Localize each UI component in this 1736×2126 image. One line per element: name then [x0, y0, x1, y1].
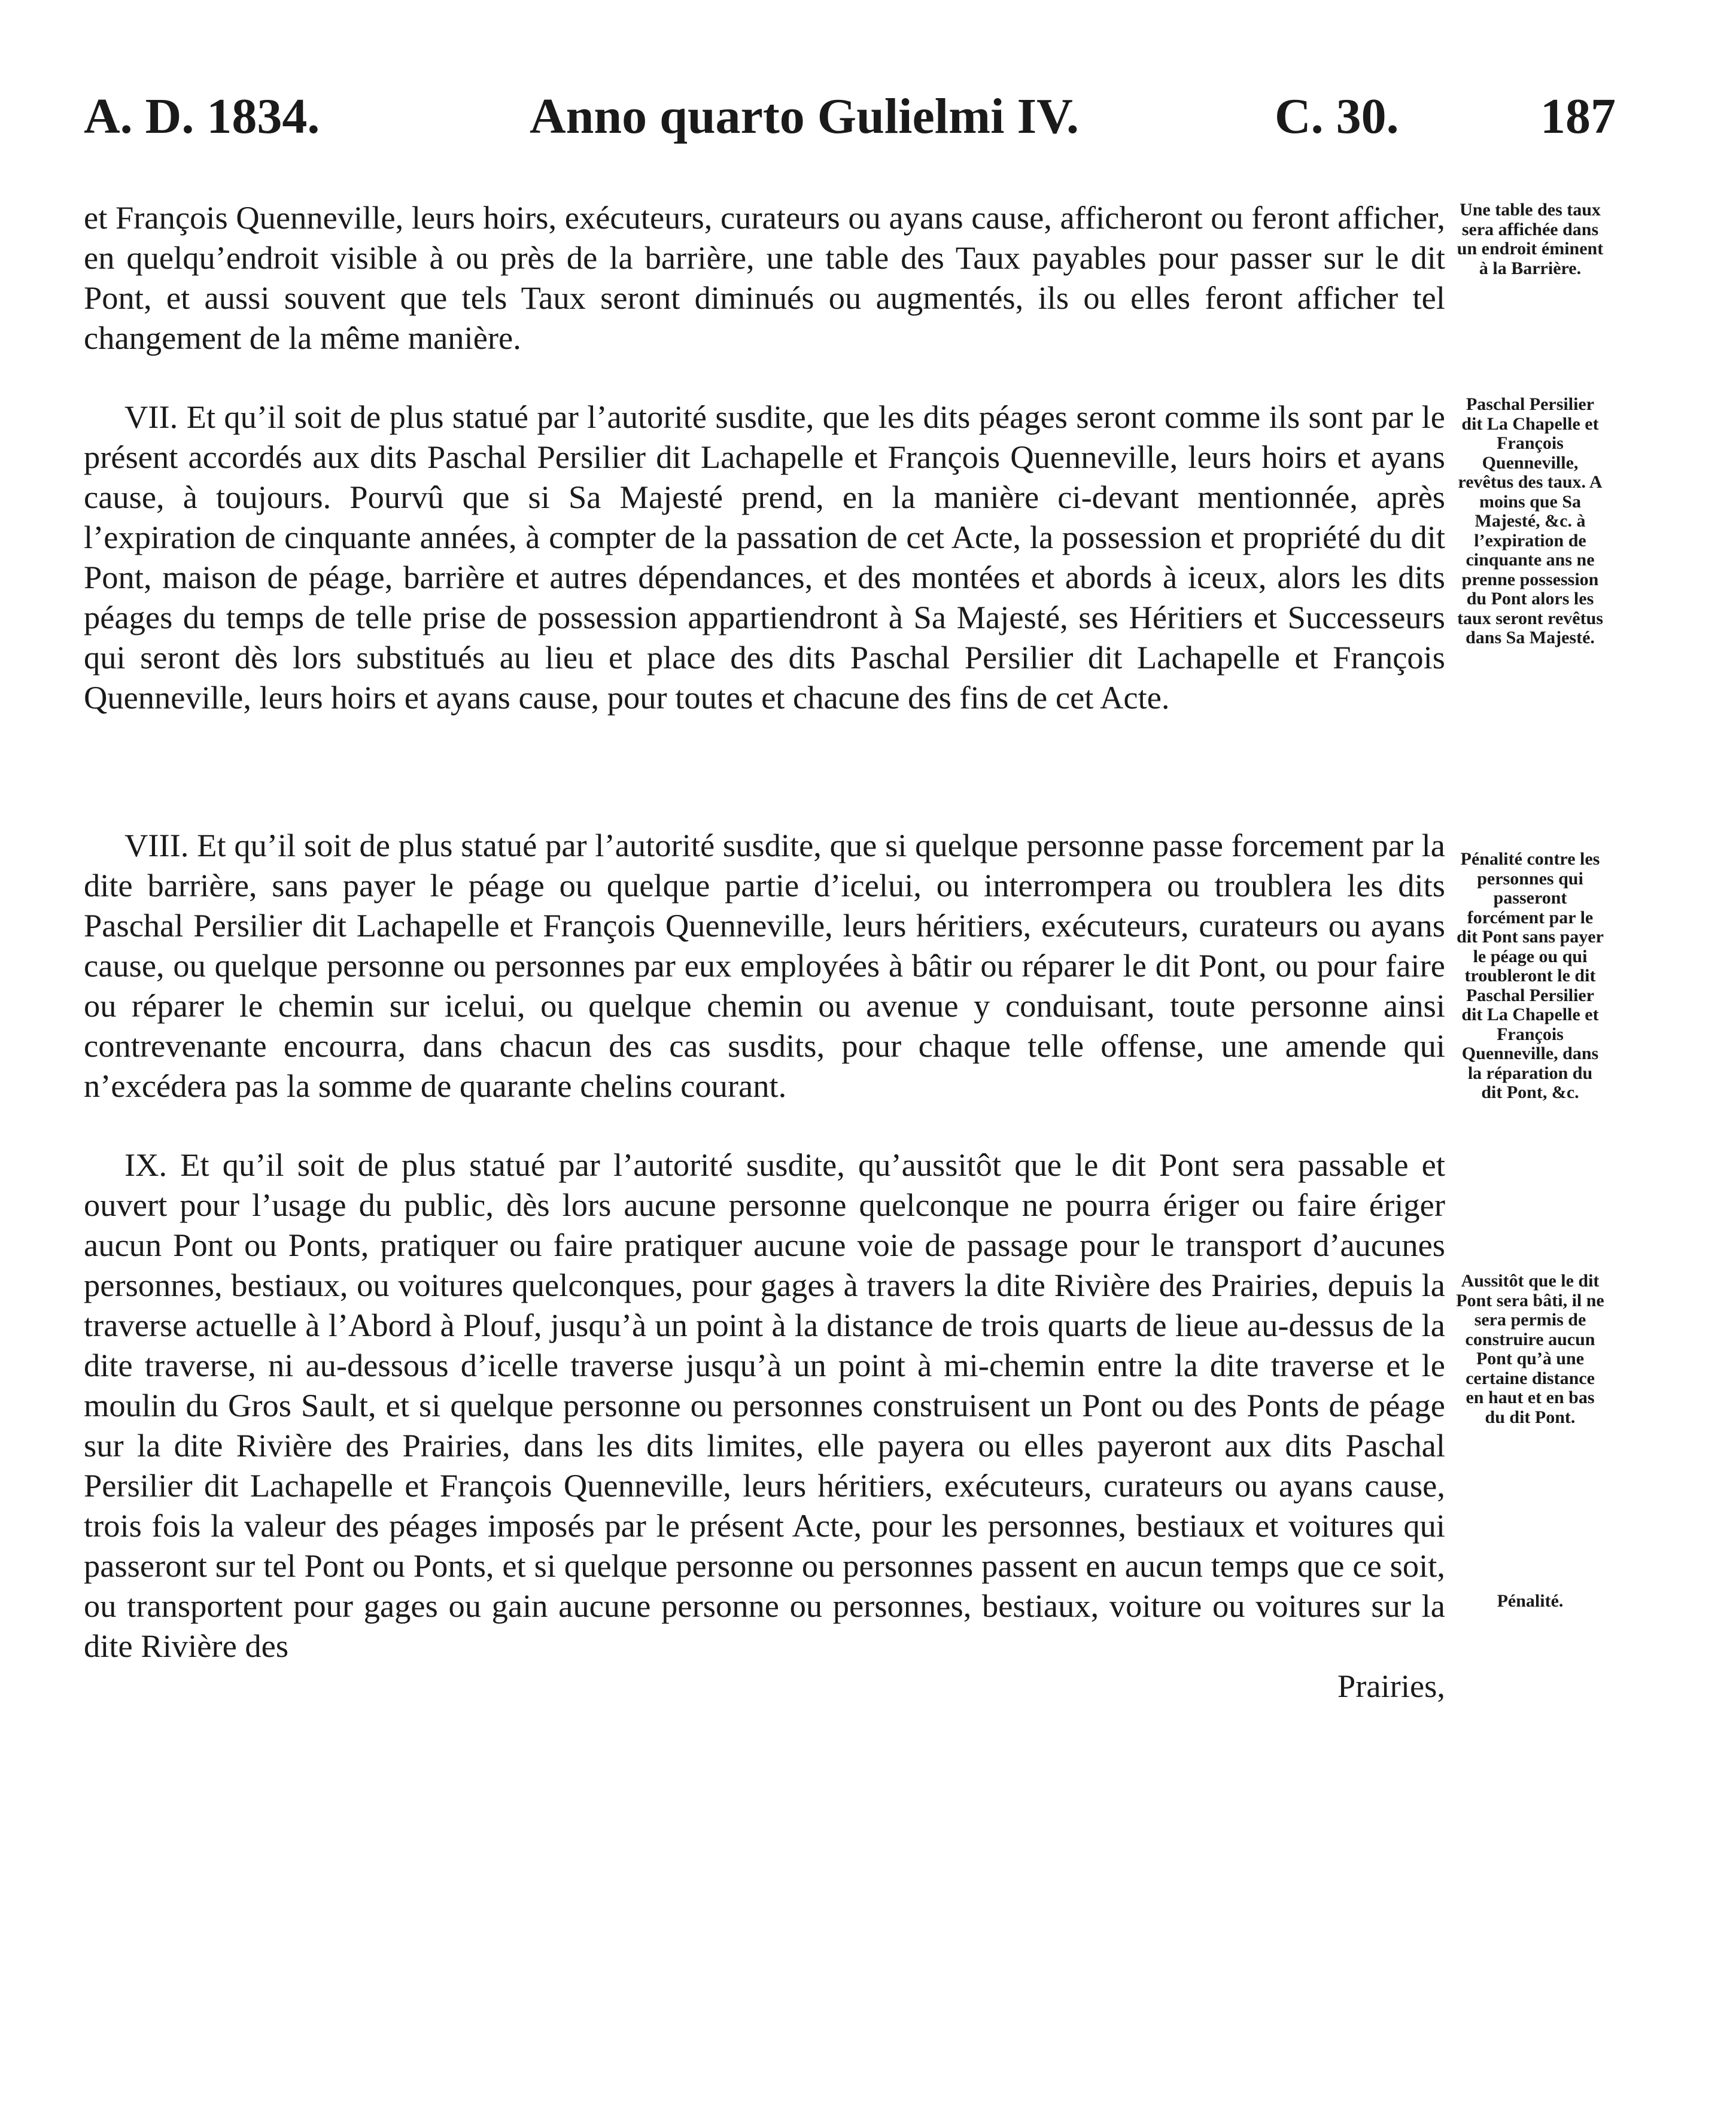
- margin-note-revetus-des-taux: Paschal Persilier dit La Chapelle et François Quenneville, revêtus des taux. A moins que Sa Majesté, &c. à l’expiration de cinquante ans ne prenne possession du Pont alors les taux seront revêtus dans Sa Majesté.: [1457, 394, 1603, 647]
- section-viii: VIII. Et qu’il soit de plus statué par l’autorité susdite, que si quelque personne passe forcement par la dite barrière, sans payer le péage ou quelque partie d’icelui, ou interrompera ou troublera les dits Paschal Persilier dit Lachapelle et François Quenneville, leurs héritiers, exécuteurs, curateurs ou ayans cause, ou quelque personne ou personnes par eux employées à bâtir ou réparer le dit Pont, ou pour faire ou réparer le chemin sur icelui, ou quelque chemin ou avenue y conduisant, toute personne ainsi contrevenante encourra, dans chacun des cas susdits, pour chaque telle offense, une amende qui n’excédera pas la somme de quarante chelins courant.: [84, 827, 1445, 1104]
- running-header: [84, 81, 1616, 153]
- margin-note-aussitot: Aussitôt que le dit Pont sera bâti, il ne sera permis de construire aucun Pont qu’à une certaine distance en haut et en bas du dit Pont.: [1456, 1271, 1604, 1427]
- paragraph-continued: et François Quenneville, leurs hoirs, exécuteurs, curateurs ou ayans cause, afficheront ou feront afficher, en quelqu’endroit visible à ou près de la barrière, une table des Taux payables pour passer sur le dit Pont, et aussi souvent que tels Taux seront diminués ou augmentés, ils ou elles feront afficher tel changement de la même manière.: [84, 199, 1445, 356]
- section-vii: VII. Et qu’il soit de plus statué par l’autorité susdite, que les dits péages seront comme ils sont par le présent accordés aux dits Paschal Persilier dit Lachapelle et François Quenneville, leurs hoirs et ayans cause, à toujours. Pourvû que si Sa Majesté prend, en la manière ci-devant mentionnée, après l’expiration de cinquante années, à compter de la passation de cet Acte, la possession et propriété du dit Pont, maison de péage, barrière et autres dépendances, et des montées et abords à iceux, alors les dits péages du temps de telle prise de possession appartiendront à Sa Majesté, ses Héritiers et Successeurs qui seront dès lors substitués au lieu et place des dits Paschal Persilier dit Lachapelle et François Quenneville, leurs hoirs et ayans cause, pour toutes et chacune des fins de cet Acte.: [84, 399, 1445, 716]
- page-number: 187: [1540, 89, 1616, 144]
- section-ix: IX. Et qu’il soit de plus statué par l’autorité susdite, qu’aussitôt que le dit Pont sera passable et ouvert pour l’usage du public, dès lors aucune personne quelconque ne pourra ériger ou faire ériger aucun Pont ou Ponts, pratiquer ou faire pratiquer aucune voie de passage pour le transport d’aucunes personnes, bestiaux, ou voitures quelconques, pour gages à travers la dite Rivière des Prairies, depuis la traverse actuelle à l’Abord à Plouf, jusqu’à un point à la distance de trois quarts de lieue au-dessus de la dite traverse, ni au-dessous d’icelle traverse jusqu’à un point à mi-chemin entre la dite traverse et le moulin du Gros Sault, et si quelque personne ou personnes construisent un Pont ou des Ponts de péage sur la dite Rivière des Prairies, dans les dits limites, elle payera ou elles payeront aux dits Paschal Persilier dit Lachapelle et François Quenneville, leurs héritiers, exécuteurs, curateurs ou ayans cause, trois fois la valeur des péages imposés par le présent Acte, pour les personnes, bestiaux et voitures qui passeront sur tel Pont ou Ponts, et si quelque personne ou personnes passent en aucun temps que ce soit, ou transportent pour gages ou gain aucune personne ou personnes, bestiaux, voiture ou voitures sur la dite Rivière des: [84, 1146, 1445, 1664]
- margin-note-table-des-taux: Une table des taux sera affichée dans un endroit éminent à la Barrière.: [1457, 200, 1604, 278]
- section-ix-catchword: Prairies,: [1337, 1668, 1445, 1704]
- main-text-column: [84, 197, 1445, 1706]
- header-year: A. D. 1834.: [84, 89, 320, 144]
- margin-note-penalite: Pénalité.: [1497, 1591, 1564, 1611]
- margin-note-penalite-contre: Pénalité contre les personnes qui passeront forcément par le dit Pont sans payer le péage ou qui troubleront le dit Paschal Persilier dit La Chapelle et François Quenneville, dans la réparation du dit Pont, &c.: [1457, 849, 1604, 1102]
- header-chapter: C. 30.: [1275, 89, 1399, 144]
- header-title: Anno quarto Gulielmi IV.: [530, 89, 1079, 144]
